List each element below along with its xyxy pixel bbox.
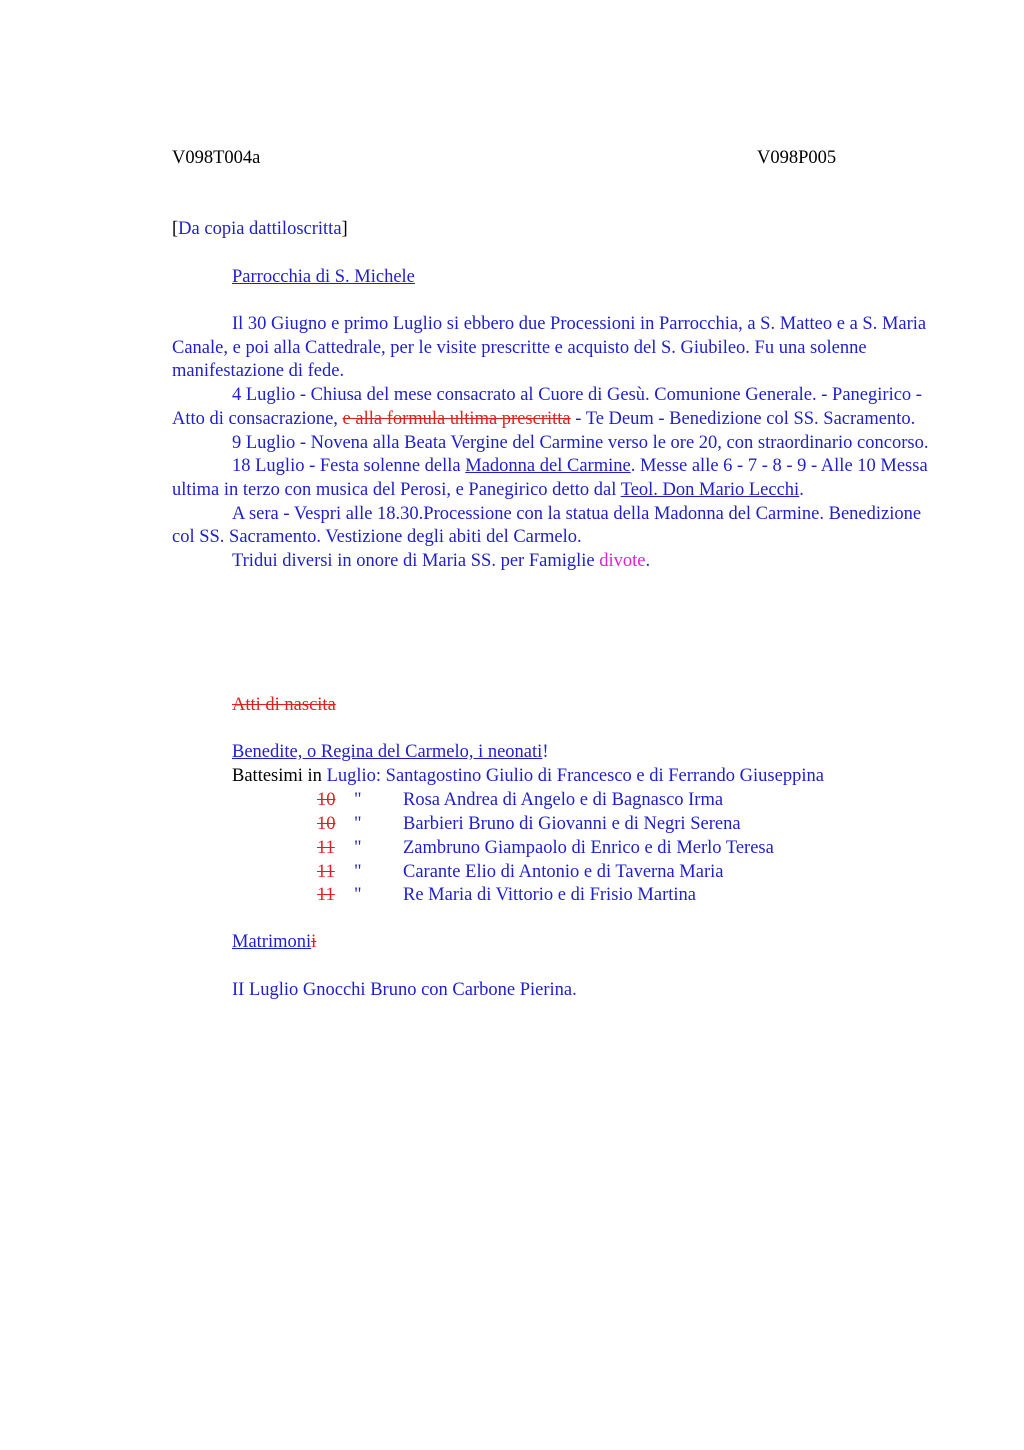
paragraph-july-18 (172, 455, 942, 502)
p2-text-before: 4 Luglio - Chiusa del mese consacrato al Cuore di Gesù. Comunione Generale. - Panegirico - Atto di consacrazione, (172, 385, 922, 429)
baptism-day-struck: 10 (317, 790, 336, 810)
paragraph-july-4 (172, 384, 942, 431)
ditto-mark: " (354, 862, 362, 882)
ditto-mark: " (354, 790, 362, 810)
baptism-row (0, 813, 1024, 837)
p4-text-end: . (799, 479, 804, 500)
p4-text-before: 18 Luglio - Festa solenne della (232, 456, 461, 477)
p6-pink-word: divote (599, 551, 646, 572)
baptism-name: Rosa Andrea di Angelo e di Bagnasco Irma (403, 790, 724, 810)
chronicle-body (172, 313, 942, 574)
blessing-mark: ! (542, 742, 549, 762)
blessing-text: Benedite, o Regina del Carmelo, i neonati (232, 742, 543, 762)
teol-don-mario-lecchi-underlined: Teol. Don Mario Lecchi (620, 479, 800, 500)
source-note-text: Da copia dattiloscritta (178, 219, 342, 239)
source-note-open: [ (172, 219, 179, 239)
marriages-struck-suffix: i (311, 932, 317, 952)
baptisms-month: Luglio: (326, 766, 382, 786)
struck-heading-atti-di-nascita: Atti di nascita (232, 695, 336, 715)
baptism-name: Re Maria di Vittorio e di Frisio Martina (403, 885, 696, 905)
source-note (172, 218, 348, 240)
baptism-name: Barbieri Bruno di Giovanni e di Negri Serena (403, 814, 741, 834)
ditto-mark: " (354, 814, 362, 834)
p2-text-after: - Te Deum - Benedizione col SS. Sacramento. (575, 408, 916, 429)
paragraph-july-9: 9 Luglio - Novena alla Beata Vergine del Carmine verso le ore 20, con straordinario concorso. (232, 432, 929, 453)
marriages-title: Matrimoni (232, 932, 312, 952)
section-title: Parrocchia di S. Michele (232, 267, 415, 287)
baptism-day-struck: 11 (317, 838, 335, 858)
header-left-code: V098T004a (172, 148, 261, 168)
baptisms-label: Battesimi in (232, 766, 322, 786)
p6-text-before: Tridui diversi in onore di Maria SS. per Famiglie (232, 551, 595, 572)
baptism-row (0, 884, 1024, 908)
header-right-code: V098P005 (757, 148, 837, 168)
marriages-heading (232, 931, 316, 953)
source-note-close: ] (341, 219, 348, 239)
paragraph-tridui (172, 550, 942, 574)
baptism-day-struck: 10 (317, 814, 336, 834)
p2-struck-text: e alla formula ultima prescritta (342, 408, 571, 429)
baptism-name: Zambruno Giampaolo di Enrico e di Merlo Teresa (403, 838, 774, 858)
blessing-line (232, 741, 548, 763)
p6-text-end: . (645, 551, 651, 572)
madonna-del-carmine-underlined: Madonna del Carmine (465, 456, 631, 477)
paragraph-evening: A sera - Vespri alle 18.30.Processione con la statua della Madonna del Carmine. Benedizione col SS. Sacramento. Vestizione degli abiti del Carmelo. (172, 503, 922, 548)
baptism-row (0, 789, 1024, 813)
baptism-day-struck: 11 (317, 862, 335, 882)
paragraph-processions: Il 30 Giugno e primo Luglio si ebbero due Processioni in Parrocchia, a S. Matteo e a S. Maria Canale, e poi alla Cattedrale, per le visite prescritte e acquisto del S. Giubileo. Fu una solenne manifestazione di fede. (172, 314, 927, 382)
baptism-name: Carante Elio di Antonio e di Taverna Maria (403, 862, 724, 882)
baptism-day-struck: 11 (317, 885, 335, 905)
p4-text-middle: . Messe alle 6 - 7 - 8 - 9 - Alle 10 Messa ultima in terzo con musica del Perosi, e Panegirico detto dal (172, 456, 928, 500)
baptism-row (0, 837, 1024, 861)
baptism-row (0, 861, 1024, 885)
ditto-mark: " (354, 885, 362, 905)
baptism-entry-first: Santagostino Giulio di Francesco e di Ferrando Giuseppina (385, 766, 824, 786)
baptisms-first-line (232, 765, 824, 787)
marriage-entry: II Luglio Gnocchi Bruno con Carbone Pierina. (232, 980, 577, 1000)
ditto-mark: " (354, 838, 362, 858)
